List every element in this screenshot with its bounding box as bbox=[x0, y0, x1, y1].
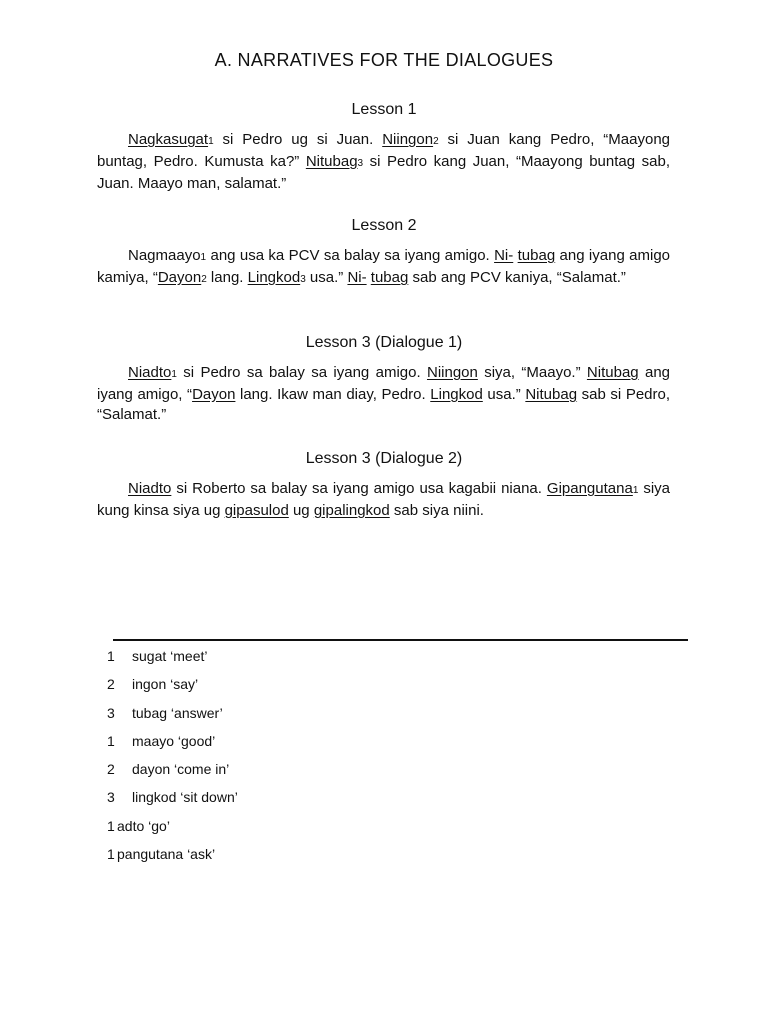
footnote-item bbox=[107, 703, 238, 731]
paragraph-text: ug bbox=[288, 502, 314, 519]
footnote-text: ingon ‘say’ bbox=[132, 676, 199, 693]
underlined-term: tubag bbox=[517, 247, 556, 264]
footnote-marker: 3 bbox=[300, 274, 306, 285]
underlined-term: Ni- bbox=[347, 269, 367, 286]
footnote-number: 2 bbox=[107, 761, 115, 778]
underlined-term: Nitubag bbox=[305, 153, 358, 170]
paragraph-text: si Pedro sa balay sa iyang amigo. bbox=[176, 364, 427, 381]
footnote-item bbox=[107, 759, 238, 787]
footnote-divider bbox=[113, 639, 688, 641]
paragraph-text: sab si Pedro, “Salamat.” bbox=[97, 386, 671, 423]
footnote-text: sugat ‘meet’ bbox=[132, 648, 208, 664]
footnote-item bbox=[107, 731, 238, 759]
footnote-text: lingkod ‘sit down’ bbox=[132, 789, 238, 806]
footnote-number: 2 bbox=[107, 676, 115, 693]
underlined-term: Ni- bbox=[494, 247, 514, 264]
underlined-term: Niadto bbox=[128, 480, 172, 497]
underlined-term: Niadto bbox=[128, 364, 172, 381]
underlined-term: Niingon bbox=[426, 364, 478, 381]
footnote-item bbox=[107, 787, 238, 815]
underlined-term: Lingkod bbox=[430, 386, 483, 403]
footnote-marker: 3 bbox=[357, 158, 364, 169]
paragraph-text: si Roberto sa balay sa iyang amigo usa kagabii niana. bbox=[171, 480, 547, 497]
footnote-list bbox=[107, 646, 238, 872]
footnote-number: 3 bbox=[107, 789, 115, 806]
footnote-text: pangutana ‘ask’ bbox=[117, 846, 216, 863]
lesson-paragraph bbox=[97, 363, 670, 425]
paragraph-text: si Pedro ug si Juan. bbox=[213, 131, 383, 148]
footnote-item bbox=[107, 844, 238, 872]
footnote-marker: 1 bbox=[208, 136, 214, 147]
underlined-term: Nitubag bbox=[525, 386, 578, 403]
underlined-term: tubag bbox=[370, 269, 409, 286]
lesson-paragraph bbox=[97, 246, 670, 290]
footnote-number: 1 bbox=[107, 732, 115, 749]
footnote-item bbox=[107, 816, 238, 844]
underlined-term: Lingkod bbox=[247, 269, 301, 286]
lesson-heading: Lesson 3 (Dialogue 2) bbox=[305, 450, 463, 467]
paragraph-text: ang iyang amigo, “ bbox=[97, 364, 670, 403]
footnote-marker: 1 bbox=[200, 252, 207, 263]
footnote-text: tubag ‘answer’ bbox=[132, 704, 223, 721]
paragraph-text: lang. bbox=[206, 269, 248, 286]
underlined-term: Dayon bbox=[157, 269, 202, 286]
footnote-number: 1 bbox=[107, 846, 115, 863]
footnote-number: 1 bbox=[107, 817, 115, 834]
footnote-text: maayo ‘good’ bbox=[132, 732, 216, 749]
footnote-marker: 2 bbox=[201, 274, 207, 285]
lesson-heading: Lesson 3 (Dialogue 1) bbox=[305, 334, 463, 351]
paragraph-text: usa.” bbox=[482, 386, 526, 403]
page-title: A. NARRATIVES FOR THE DIALOGUES bbox=[214, 50, 554, 70]
footnote-marker: 2 bbox=[433, 136, 439, 147]
lesson-paragraph bbox=[97, 479, 670, 521]
footnote-marker: 1 bbox=[632, 485, 639, 496]
lesson-heading: Lesson 1 bbox=[351, 101, 417, 118]
paragraph-text: siya, “Maayo.” bbox=[477, 364, 587, 381]
footnote-number: 1 bbox=[107, 648, 115, 664]
paragraph-text: ang usa ka PCV sa balay sa iyang amigo. bbox=[206, 247, 495, 264]
footnote-marker: 1 bbox=[171, 369, 177, 380]
underlined-term: Gipangutana bbox=[546, 480, 633, 497]
paragraph-text: sab siya niini. bbox=[389, 502, 484, 519]
paragraph-text: sab ang PCV kaniya, “Salamat.” bbox=[408, 269, 626, 286]
paragraph-text: Nagmaayo bbox=[128, 247, 201, 264]
paragraph-text: si Juan kang Pedro, “Maayong buntag, Pedro. Kumusta ka?” bbox=[97, 131, 671, 170]
lesson-heading: Lesson 2 bbox=[351, 217, 417, 234]
underlined-term: Nagkasugat bbox=[128, 131, 209, 148]
paragraph-text: ang iyang amigo kamiya, “ bbox=[97, 247, 671, 286]
underlined-term: Dayon bbox=[192, 386, 236, 403]
footnote-text: adto ‘go’ bbox=[117, 817, 170, 834]
paragraph-text: siya kung kinsa siya ug bbox=[97, 480, 671, 519]
paragraph-text: si Pedro kang Juan, “Maayong buntag sab, Juan. Maayo man, salamat.” bbox=[97, 153, 670, 192]
footnote-number: 3 bbox=[107, 704, 115, 721]
footnote-text: dayon ‘come in’ bbox=[132, 761, 230, 778]
paragraph-text: lang. Ikaw man diay, Pedro. bbox=[235, 386, 431, 403]
underlined-term: Niingon bbox=[382, 131, 434, 148]
footnote-item bbox=[107, 674, 238, 702]
footnote-item bbox=[107, 646, 238, 674]
underlined-term: gipasulod bbox=[224, 502, 289, 519]
paragraph-text: usa.” bbox=[305, 269, 348, 286]
underlined-term: Nitubag bbox=[586, 364, 639, 381]
underlined-term: gipalingkod bbox=[313, 502, 390, 519]
lesson-paragraph bbox=[97, 130, 670, 194]
